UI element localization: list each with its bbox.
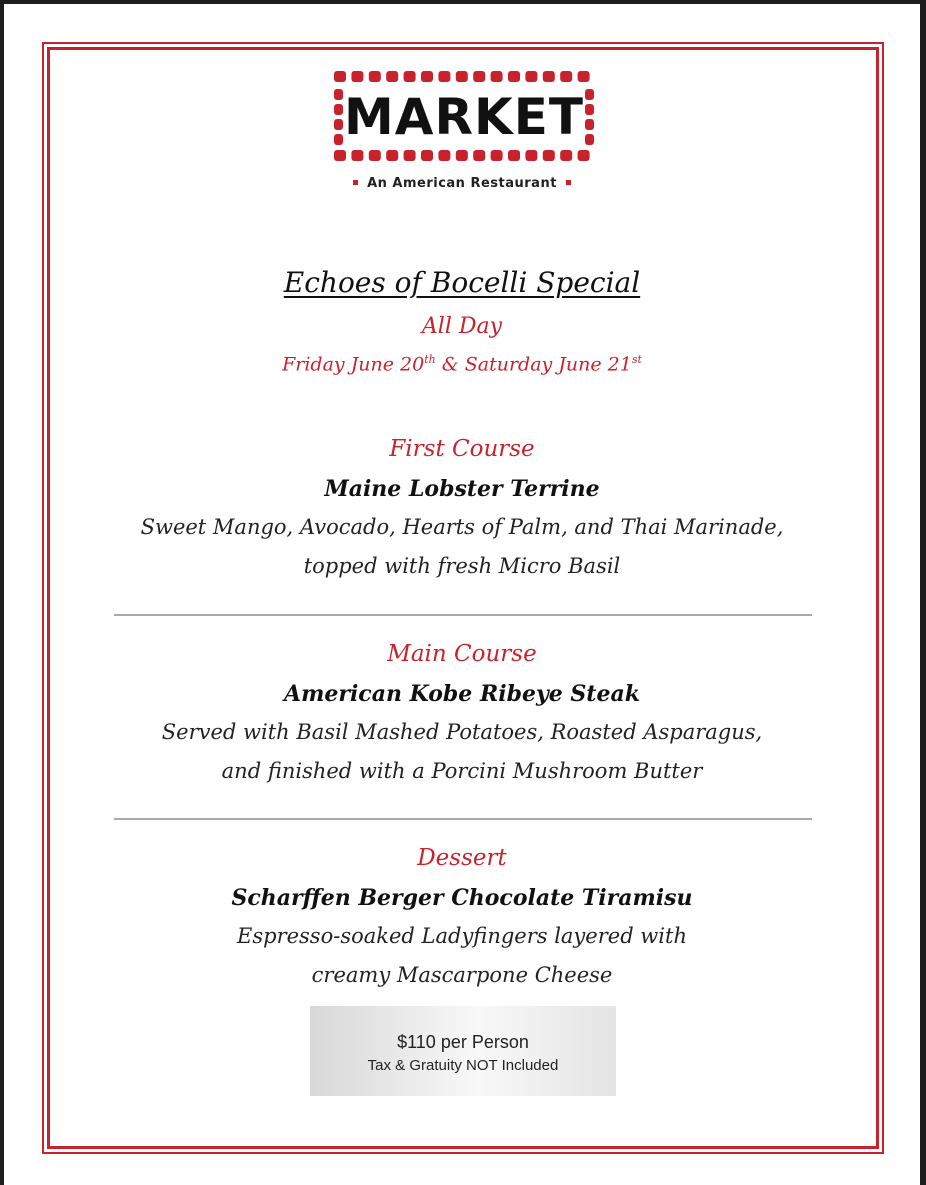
desc-line: Espresso-soaked Ladyfingers layered with <box>237 924 687 948</box>
desc-line: creamy Mascarpone Cheese <box>311 963 613 987</box>
date-1: Friday June 20 <box>282 353 425 376</box>
price-box <box>310 1006 616 1096</box>
course-title-first: First Course <box>389 436 535 462</box>
desc-line: Sweet Mango, Avocado, Hearts of Palm, and Thai Marinade, <box>140 515 784 539</box>
tagline-text: An American Restaurant <box>367 176 557 191</box>
section-divider <box>114 614 812 616</box>
course-title-main: Main Course <box>387 641 537 667</box>
dish-description-first <box>4 508 920 586</box>
desc-line: topped with fresh Micro Basil <box>303 554 621 578</box>
dish-description-main <box>4 713 920 791</box>
special-time: All Day <box>421 314 503 339</box>
dish-name-first: Maine Lobster Terrine <box>324 476 600 502</box>
square-icon <box>566 180 571 185</box>
date-2: & Saturday June 21 <box>435 353 632 376</box>
course-title-dessert: Dessert <box>417 845 507 871</box>
special-dates <box>4 353 920 375</box>
market-logo <box>330 67 598 165</box>
dish-name-dessert: Scharffen Berger Chocolate Tiramisu <box>231 885 693 911</box>
desc-line: Served with Basil Mashed Potatoes, Roasted Asparagus, <box>161 720 763 744</box>
special-title: Echoes of Bocelli Special <box>283 266 641 299</box>
date-2-suffix: st <box>631 353 642 366</box>
market-logo-graphic <box>330 67 598 165</box>
desc-line: and finished with a Porcini Mushroom Butter <box>221 759 703 783</box>
brand-name: MARKET <box>344 88 584 146</box>
price-note: Tax & Gratuity NOT Included <box>367 1057 559 1074</box>
brand-tagline <box>4 176 920 191</box>
square-icon <box>353 180 358 185</box>
dish-description-dessert <box>4 917 920 995</box>
section-divider <box>114 818 812 820</box>
price-amount: $110 per Person <box>397 1032 529 1052</box>
date-1-suffix: th <box>424 353 436 366</box>
menu-page <box>4 4 920 1185</box>
dish-name-main: American Kobe Ribeye Steak <box>284 681 640 707</box>
